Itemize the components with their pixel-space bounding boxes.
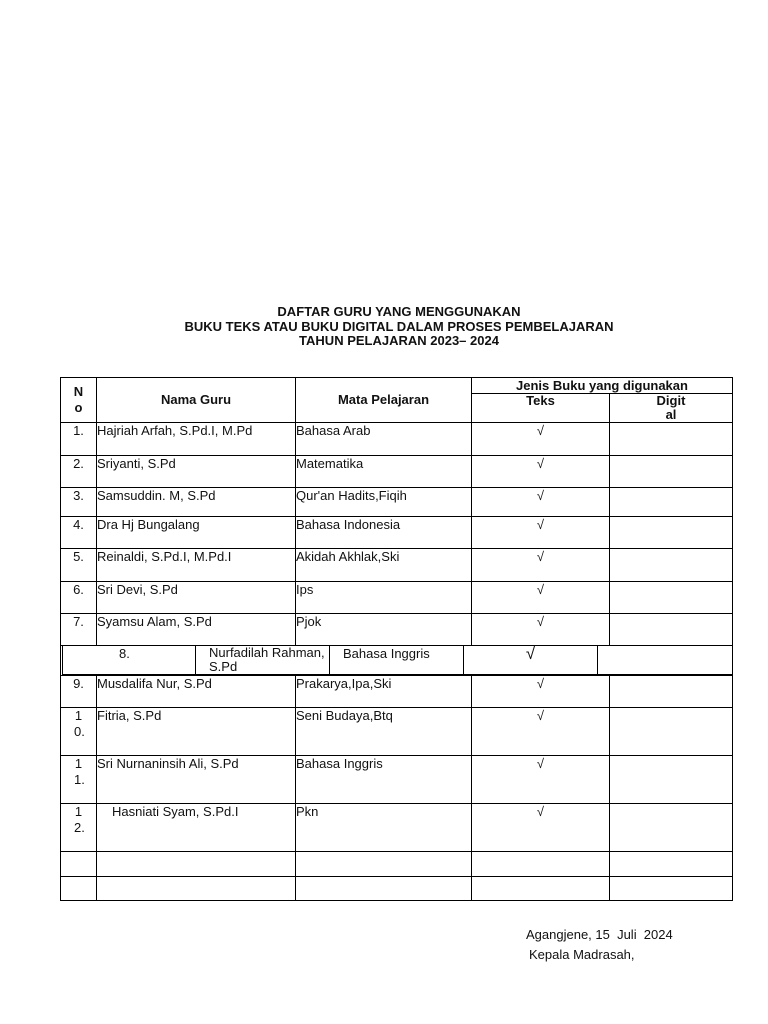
subject: Matematika xyxy=(296,456,472,488)
row-number: 2. xyxy=(73,456,84,471)
teacher-name: Sri Devi, S.Pd xyxy=(97,582,296,614)
check-teks: √ xyxy=(472,614,610,646)
table-row xyxy=(61,756,733,804)
table-row xyxy=(61,614,733,646)
header-mata-pelajaran: Mata Pelajaran xyxy=(296,378,472,423)
table-row xyxy=(61,456,733,488)
subject: Seni Budaya,Btq xyxy=(296,708,472,756)
title-line-3: TAHUN PELAJARAN 2023– 2024 xyxy=(299,333,499,348)
teacher-name: Reinaldi, S.Pd.I, M.Pd.I xyxy=(97,549,296,582)
cell-digital xyxy=(610,517,733,549)
document-title xyxy=(0,305,768,349)
row-number: 7. xyxy=(73,614,84,629)
table-row xyxy=(61,517,733,549)
teacher-name: Nurfadilah Rahman, S.Pd xyxy=(196,646,330,675)
signature-role: Kepala Madrasah, xyxy=(529,947,635,962)
table-row xyxy=(61,676,733,708)
signature-place-date: Agangjene, 15 Juli 2024 xyxy=(526,927,673,942)
subject: Prakarya,Ipa,Ski xyxy=(296,676,472,708)
subject: Akidah Akhlak,Ski xyxy=(296,549,472,582)
table-row xyxy=(61,582,733,614)
cell-digital xyxy=(610,549,733,582)
teacher-table xyxy=(60,377,733,901)
table-row-empty xyxy=(61,852,733,877)
teacher-name: Sri Nurnaninsih Ali, S.Pd xyxy=(97,756,296,804)
row-number: 3. xyxy=(73,488,84,503)
cell-digital xyxy=(610,488,733,517)
subject: Pkn xyxy=(296,804,472,852)
check-teks: √ xyxy=(472,804,610,852)
teacher-name: Hasniati Syam, S.Pd.I xyxy=(97,804,296,852)
check-teks: √ xyxy=(472,456,610,488)
table-row-8 xyxy=(62,645,733,675)
subject: Ips xyxy=(296,582,472,614)
row-number: 1. xyxy=(73,423,84,438)
row-number: 10. xyxy=(74,708,85,739)
teacher-name: Musdalifa Nur, S.Pd xyxy=(97,676,296,708)
subject: Bahasa Inggris xyxy=(330,646,464,675)
teacher-name: Dra Hj Bungalang xyxy=(97,517,296,549)
cell-digital xyxy=(610,756,733,804)
subject: Pjok xyxy=(296,614,472,646)
teacher-name: Sriyanti, S.Pd xyxy=(97,456,296,488)
check-teks: √ xyxy=(472,708,610,756)
row-number: 5. xyxy=(73,549,84,564)
row-number: 8. xyxy=(63,646,196,675)
table-row xyxy=(61,423,733,456)
teacher-name: Hajriah Arfah, S.Pd.I, M.Pd xyxy=(97,423,296,456)
teacher-name: Syamsu Alam, S.Pd xyxy=(97,614,296,646)
cell-digital xyxy=(610,582,733,614)
table-row xyxy=(61,708,733,756)
check-teks: √ xyxy=(472,582,610,614)
table-row xyxy=(61,488,733,517)
subject: Bahasa Inggris xyxy=(296,756,472,804)
subject: Bahasa Arab xyxy=(296,423,472,456)
header-digital: Digital xyxy=(610,394,733,423)
check-teks: √ xyxy=(472,756,610,804)
cell-digital xyxy=(610,456,733,488)
subject: Bahasa Indonesia xyxy=(296,517,472,549)
row-number: 9. xyxy=(73,676,84,691)
title-line-2: BUKU TEKS ATAU BUKU DIGITAL DALAM PROSES PEMBELAJARAN xyxy=(184,318,614,334)
title-line-1: DAFTAR GURU YANG MENGGUNAKAN xyxy=(277,304,521,319)
table-row-empty xyxy=(61,877,733,901)
table-row xyxy=(61,549,733,582)
teacher-name: Fitria, S.Pd xyxy=(97,708,296,756)
header-teks: Teks xyxy=(472,394,610,423)
check-teks: √ xyxy=(472,549,610,582)
row-number: 12. xyxy=(74,804,85,835)
check-teks: √ xyxy=(472,676,610,708)
cell-digital xyxy=(610,804,733,852)
header-no: No xyxy=(61,378,97,423)
table-row xyxy=(61,804,733,852)
cell-digital xyxy=(610,708,733,756)
cell-digital xyxy=(610,676,733,708)
cell-digital xyxy=(610,423,733,456)
header-nama-guru: Nama Guru xyxy=(97,378,296,423)
row-number: 11. xyxy=(74,756,85,787)
check-teks: √ xyxy=(464,646,598,675)
check-teks: √ xyxy=(472,488,610,517)
check-teks: √ xyxy=(472,423,610,456)
cell-digital xyxy=(598,646,733,675)
subject: Qur'an Hadits,Fiqih xyxy=(296,488,472,517)
row-number: 6. xyxy=(73,582,84,597)
check-teks: √ xyxy=(472,517,610,549)
header-jenis-buku: Jenis Buku yang digunakan xyxy=(472,378,733,394)
row-number: 4. xyxy=(73,517,84,532)
cell-digital xyxy=(610,614,733,646)
teacher-name: Samsuddin. M, S.Pd xyxy=(97,488,296,517)
